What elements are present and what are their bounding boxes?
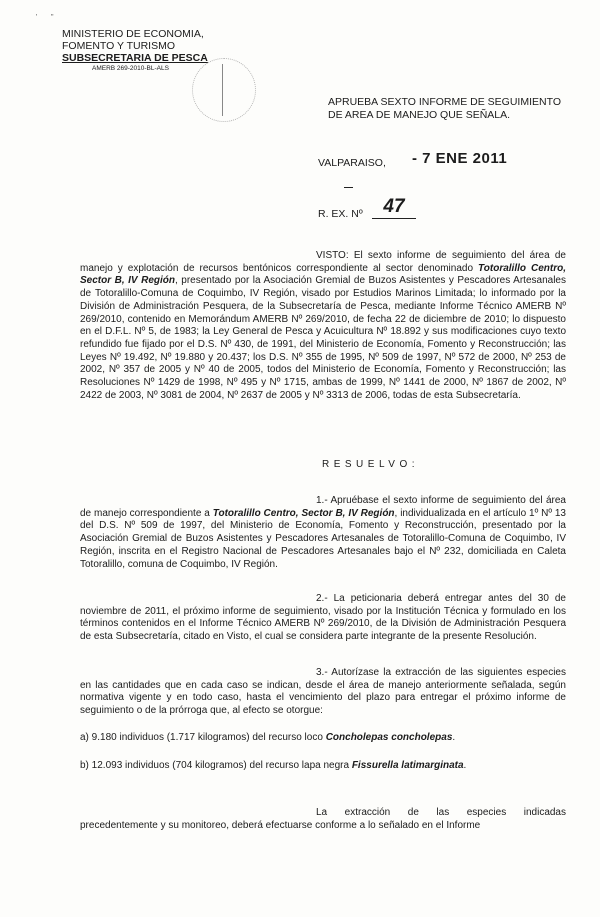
ministry-line-1: MINISTERIO DE ECONOMIA, bbox=[62, 28, 204, 40]
article-4-start: La extracción de las especies indicadas precedentemente y su monitoreo, deberá efectuarse conforme a lo señalado en el Informe bbox=[80, 807, 566, 831]
visto-text-end: , presentado por la Asociación Gremial de Buzos Asistentes y Pescadores Artesanales de Totoralillo-Comuna de Coquimbo, IV Región, visado por Estudios Marinos Limitada; lo informado por la División de Administración Pesquera, de la Subsecretaría de Pesca, mediante Informe Técnico AMERB Nº 269/2010, contenido en Memorándum AMERB Nº 269/2010, de fecha 22 de diciembre de 2010; lo dispuesto en el D.F.L. Nº 5, de 1983; la Ley General de Pesca y Acuicultura Nº 18.892 y sus modificaciones cuyo texto refundido fue fijado por el D.S. Nº 430, de 1991, del Ministerio de Economía, Fomento y Reconstrucción; las Leyes Nº 19.492, Nº 19.880 y 20.437; los D.S. Nº 355 de 1995, Nº 509 de 1997, Nº 572 de 2000, Nº 253 de 2002, Nº 357 de 2005 y Nº 40 de 2005, todos del Ministerio de Economía, Fomento y Reconstrucción; las Resoluciones Nº 1429 de 1998, Nº 495 y Nº 1715, ambas de 1999, Nº 1441 de 2000, Nº 1867 de 2002, Nº 2422 de 2003, Nº 3081 de 2004, Nº 2637 de 2005 y Nº 3313 de 2006, todas de esta Subsecretaría. bbox=[80, 275, 566, 401]
visto-sector-name: Totoralillo Centro, Sector B, IV Región bbox=[80, 262, 566, 287]
ministry-line-2: FOMENTO Y TURISMO bbox=[62, 40, 175, 52]
item-b-text: b) 12.093 individuos (704 kilogramos) del recurso lapa negra bbox=[80, 760, 352, 771]
article-1 bbox=[80, 495, 566, 571]
signature-stroke bbox=[222, 64, 223, 116]
item-a-text: a) 9.180 individuos (1.717 kilogramos) del recurso loco bbox=[80, 732, 326, 743]
article-3: 3.- Autorízase la extracción de las siguientes especies en las cantidades que en cada caso se indican, desde el área de manejo anteriormente señalada, según normativa vigente y en todo caso, hasta el vencimiento del plazo para entregar el próximo informe de seguimiento o de la prórroga que, al efecto se otorgue: bbox=[80, 667, 566, 717]
document-subject: APRUEBA SEXTO INFORME DE SEGUIMIENTO DE AREA DE MANEJO QUE SEÑALA. bbox=[328, 96, 561, 121]
place-label: VALPARAISO, bbox=[318, 157, 386, 169]
reference-code: AMERB 269-2010-BL-ALS bbox=[92, 65, 169, 72]
subsecretaria-line: SUBSECRETARIA DE PESCA bbox=[62, 52, 208, 64]
resolution-label: R. EX. Nº bbox=[318, 208, 363, 220]
stamped-date: - 7 ENE 2011 bbox=[412, 150, 508, 167]
official-seal bbox=[192, 58, 256, 122]
article-1-sector-name: Totoralillo Centro, Sector B, IV Región bbox=[212, 507, 395, 519]
corner-marks: ' " bbox=[36, 14, 54, 21]
article-1-text-end: , individualizada en el artículo 1º Nº 13 del D.S. Nº 509 de 1997, del Ministerio de Economía, Fomento y Reconstrucción, presentado por la Asociación Gremial de Buzos Asistentes y Pescadores Artesanales de Totoralillo-Comuna de Coquimbo, IV Región, inscrita en el Registro Nacional de Pescadores Artesanales bajo el Nº 232, domiciliada en Caleta Totoralillo, comuna de Coquimbo, IV Región. bbox=[80, 507, 566, 570]
resolution-number: 47 bbox=[372, 196, 416, 219]
item-a-end: . bbox=[452, 732, 456, 743]
item-b-species: Fissurella latimarginata bbox=[351, 760, 464, 771]
visto-paragraph bbox=[80, 250, 566, 402]
resuelvo-heading: RESUELVO: bbox=[322, 459, 419, 470]
item-a-species: Concholepas concholepas bbox=[325, 732, 453, 743]
species-item-a bbox=[80, 731, 455, 744]
visto-text-start: VISTO: El sexto informe de seguimiento del área de manejo y explotación de recursos bentónicos correspondiente al sector denominado bbox=[80, 250, 566, 274]
letterhead bbox=[62, 28, 208, 73]
article-1-text-start: 1.- Apruébase el sexto informe de seguimiento del área de manejo correspondiente a bbox=[80, 495, 566, 519]
species-item-b bbox=[80, 759, 466, 772]
dash-mark bbox=[344, 187, 353, 188]
article-2: 2.- La peticionaria deberá entregar antes del 30 de noviembre de 2011, el próximo informe de seguimiento, visado por la Institución Técnica y formulado en los términos contenidos en el Informe Técnico AMERB Nº 269/2010, de la División de Administración Pesquera de esta Subsecretaría, citado en Visto, el cual se considera parte integrante de la presente Resolución. bbox=[80, 593, 566, 643]
item-b-end: . bbox=[463, 760, 467, 771]
